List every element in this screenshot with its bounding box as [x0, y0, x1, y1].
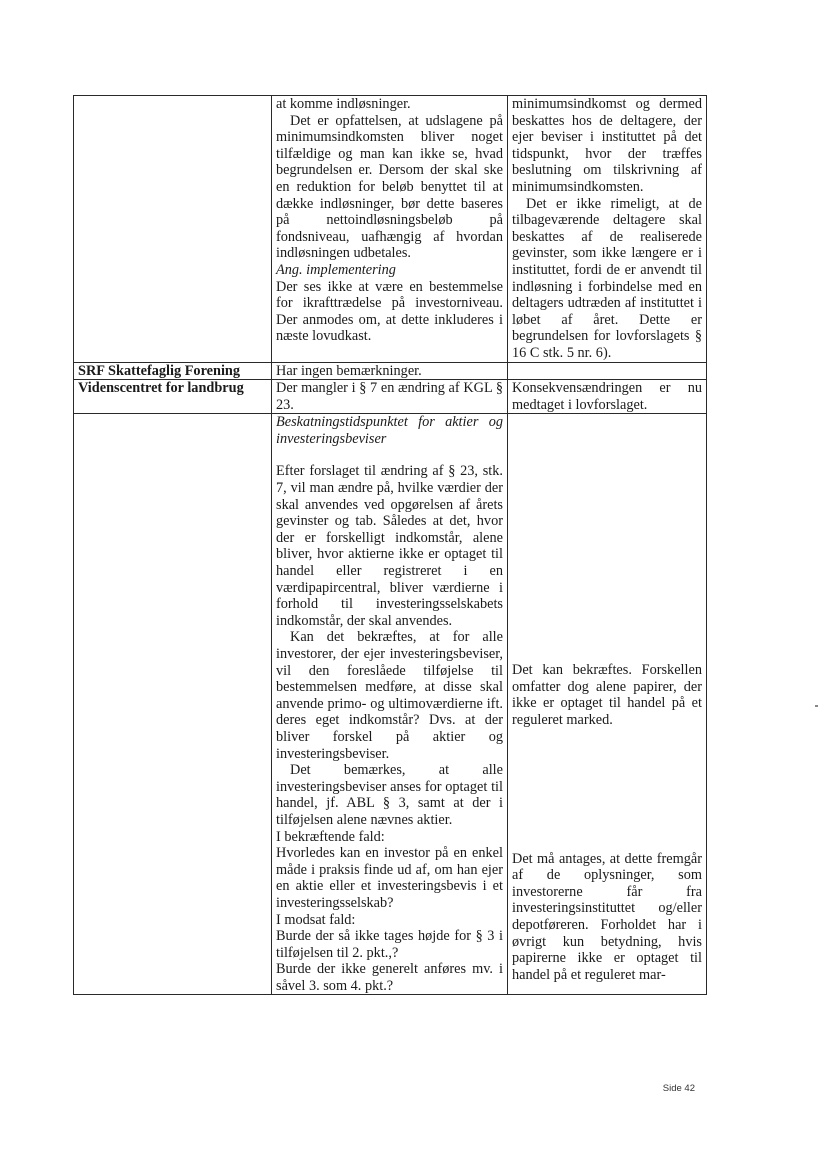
comment-paragraph: Der ses ikke at være en bestemmelse for ikrafttrædelse på investorniveau. Der anmodes om, at dette inkluderes i næste lovudkast.: [276, 278, 503, 345]
comment-paragraph: Kan det bekræftes, at for alle investorer, der ejer investeringsbeviser, vil den foreslåede tilføjelse til bestemmelsen medføre, at disse skal anvende primo- og ultimoværdierne ift. deres eget indkomstår? Dvs. at der bliver forskel på aktier og investeringsbeviser.: [276, 629, 503, 762]
organisation-cell: SRF Skattefaglig Forening: [74, 362, 272, 380]
table-row: [74, 362, 707, 380]
table-row: [74, 414, 707, 995]
answer-paragraph: Det må antages, at dette fremgår af de oplysninger, som investorerne får fra investeringsinstituttet og/eller depotføreren. Forholdet har i øvrigt kun betydning, hvis papirerne ikke er optaget til handel på et reguleret mar-: [512, 850, 702, 983]
page-number: Side 42: [662, 1083, 695, 1094]
consultation-table: [73, 95, 707, 995]
comment-paragraph: Det bemærkes, at alle investeringsbeviser anses for optaget til handel, jf. ABL § 3, samt at der i tilføjelsen alene nævnes aktier.: [276, 762, 503, 828]
comment-subheading: Ang. implementering: [276, 261, 396, 278]
comment-line: I modsat fald:: [276, 911, 356, 928]
comment-line: I bekræftende fald:: [276, 828, 385, 845]
answer-cell: [508, 362, 707, 380]
comment-cell: [272, 380, 508, 414]
comment-paragraph: at komme indløsninger.: [276, 96, 411, 112]
comment-line: Burde der så ikke tages højde for § 3 i tilføjelsen til 2. pkt.,?: [276, 928, 503, 961]
comment-cell: Har ingen bemærkninger.: [272, 362, 508, 380]
comment-line: Burde der ikke generelt anføres mv. i såvel 3. som 4. pkt.?: [276, 961, 503, 994]
comment-paragraph: Det er opfattelsen, at udslagene på minimumsindkomsten bliver noget tilfældige og man kan ikke se, hvad begrundelsen er. Dersom der skal ske en reduktion for beløb benyttet til at dække indløsninger, bør dette baseres på nettoindløsningsbeløb på fondsniveau, uafhængig af hvordan indløsningen udbetales.: [276, 112, 503, 262]
answer-cell: [508, 380, 707, 414]
scan-speck: [815, 705, 818, 707]
answer-paragraph: Det er ikke rimeligt, at de tilbageværende deltagere skal beskattes af de realiserede gevinster, som ikke længere er i instituttet, fordi de er anvendt til indløsning i forbindelse med en deltagers udtræden af instituttet i løbet af året. Dette er begrundelsen for lovforslagets § 16 C stk. 5 nr. 6).: [512, 195, 702, 361]
organisation-cell: [74, 96, 272, 363]
answer-cell: [508, 414, 707, 995]
comment-paragraph: Der mangler i § 7 en ændring af KGL § 23.: [276, 380, 503, 413]
answer-paragraph: Konsekvensændringen er nu medtaget i lovforslaget.: [512, 380, 702, 413]
organisation-cell: Videnscentret for landbrug: [74, 380, 272, 414]
comment-cell: [272, 414, 508, 995]
section-heading: Beskatningstidspunktet for aktier og investeringsbeviser: [276, 414, 503, 447]
comment-paragraph: Efter forslaget til ændring af § 23, stk. 7, vil man ændre på, hvilke værdier der skal anvendes ved opgørelsen af årets gevinster og tab. Således at det, hvor der er forskelligt indkomstår, alene bliver, hvor aktierne ikke er optaget til handel eller registreret i en værdipapircentral, bliver værdierne i forhold til investeringsselskabets indkomstår, der skal anvendes.: [276, 463, 503, 629]
answer-paragraph: Det kan bekræftes. Forskellen omfatter dog alene papirer, der ikke er optaget til handel på et reguleret marked.: [512, 662, 702, 729]
comment-cell: [272, 96, 508, 363]
table-row: [74, 96, 707, 363]
answer-paragraph: minimumsindkomst og dermed beskattes hos de deltagere, der ejer beviser i instituttet på det tidspunkt, hvor der træffes beslutning om tilskrivning af minimumsindkomsten.: [512, 96, 702, 195]
organisation-cell: [74, 414, 272, 995]
answer-cell: [508, 96, 707, 363]
comment-line: Hvorledes kan en investor på en enkel måde i praksis finde ud af, om han ejer en aktie eller et investeringsbevis i et investeringsselskab?: [276, 845, 503, 911]
table-row: [74, 380, 707, 414]
